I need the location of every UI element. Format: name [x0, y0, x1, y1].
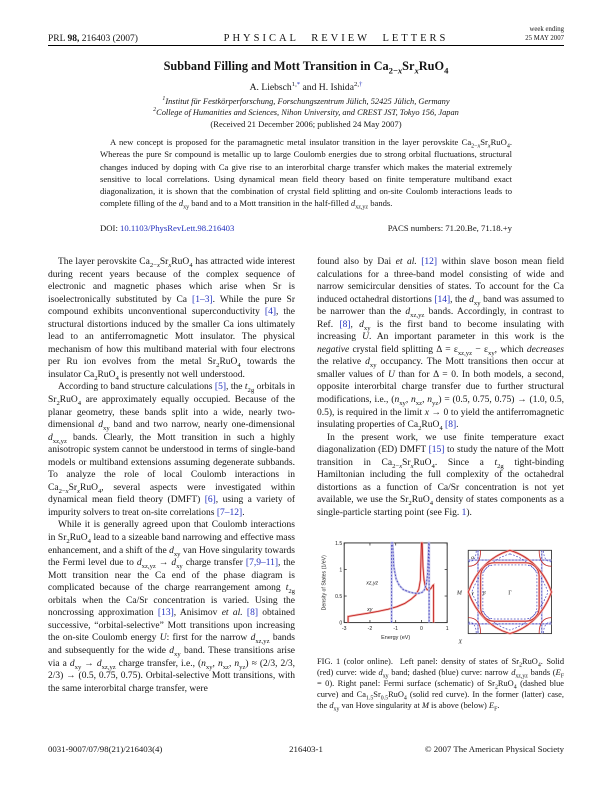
doi-link[interactable]: 10.1103/PhysRevLett.98.216403	[120, 223, 235, 233]
svg-text:0: 0	[339, 620, 343, 627]
paragraph: According to band structure calculations [5], the $t_{2g}$ orbitals in $Sr_2RuO_4$ are approximately equally occupied. Because of the planar geometry, these bands split into a wide, nearly two-dimensional $d_{xy}$ band and two narrow, nearly one-dimensional $d_{xz,yz}$ bands. Clearly, the Mott transition in such a highly anisotropic system cannot be understood in terms of single-band models or multiband extensions assuming degenerate subbands. To analyze the role of local Coulomb interactions in $Ca_{2-x}Sr_xRuO_4$, several aspects were investigated within dynamical mean field theory (DMFT) [6], using a variety of impurity solvers to treat on-site correlations [7–12].	[48, 382, 296, 518]
paragraph: While it is generally agreed upon that Coulomb interactions in $Sr_2RuO_4$ lead to a sizeable band narrowing and effective mass enhancement, and a shift of the $d_{xy}$ van Hove singularity towards the Fermi level due to $d_{xz,yz} \to d_{xy}$ charge transfer [7,9–11], the Mott transition near the Ca end of the phase diagram is complicated because of the charge rearrangement among $t_{2g}$ orbitals when the Ca/Sr concentration is varied. Using the noncrossing approximation [13], Anisimov et al. [8] obtained successive, “orbital-selective” Mott transitions upon increasing the on-site Coulomb energy U: first for the narrow $d_{xz,yz}$ bands and subsequently for the wide $d_{xy}$ band. These transitions arise via a $d_{xy} \to d_{xz,yz}$ charge transfer, i.e., ($n_{xy}$, $n_{xz}$, $n_{yz}) \approx (2/3$, 2/3, 2/3) → (0.5, 0.75, 0.75). Orbital-selective Mott transitions, with the same interorbital charge transfer, were	[48, 520, 296, 694]
journal-title: PHYSICAL REVIEW LETTERS	[223, 32, 449, 44]
fs-label-alpha: α	[471, 555, 475, 562]
paragraph: In the present work, we use finite temperature exact diagonalization (ED) DMFT [15] to study the nature of the Mott transition in $Ca_{2-x}Sr_xRuO_4$. Since a $t_{2g}$ tight-binding Hamiltonian including the full complexity of the octahedral distortions as a function of Ca/Sr concentration is not yet available, we use the $Sr_2RuO_4$ density of states components as a single-particle starting point (see Fig. 1).	[317, 432, 564, 518]
right-column	[317, 256, 564, 519]
affiliation-1: $^1$Institut für Festkörperforschung, Forschungszentrum Jülich, 52425 Jülich, Germany	[162, 96, 450, 106]
week-ending-label: week ending	[529, 26, 564, 33]
running-header	[48, 26, 564, 44]
copyright: © 2007 The American Physical Society	[424, 744, 564, 754]
footer	[48, 744, 564, 754]
article-title: Subband Filling and Mott Transition in $Ca_{2-x}Sr_xRuO_4$	[163, 59, 449, 76]
svg-text:1: 1	[445, 625, 449, 632]
curve-label-xzyz: xz,yz	[366, 580, 379, 587]
doi-pacs-line	[100, 223, 512, 233]
fs-label-x-point: X	[458, 639, 463, 646]
curve-label-xy: xy	[367, 606, 373, 613]
svg-text:1.5: 1.5	[335, 540, 343, 547]
svg-text:0: 0	[419, 625, 423, 632]
y-axis-label: Density of States (1/eV)	[321, 555, 328, 611]
density-of-states-plot	[317, 537, 453, 646]
svg-text:0.5: 0.5	[335, 593, 343, 600]
figure-caption	[317, 656, 565, 714]
fs-label-m-point: M	[456, 590, 462, 597]
paragraph: The layer perovskite $Ca_{2-x}Sr_xRuO_4$ has attracted wide interest during recent years because of the complex sequence of electronic and magnetic phases which arise when Sr is isoelectronically substituted by Ca [1–3]. While the pure Sr compound exhibits unconventional superconductivity [4], the structural distortions induced by the smaller Ca ions ultimately lead to an antiferromagnetic Mott insulator. The physical mechanism of how this multiband material with four electrons per Ru ion evolves from the metal $Sr_2RuO_4$ towards the insulator $Ca_2RuO_4$ is presently not well understood.	[48, 257, 296, 382]
svg-text:-1: -1	[393, 625, 398, 632]
figure-caption-tag: FIG. 1 (color online).	[317, 657, 393, 666]
left-column	[48, 256, 295, 695]
x-axis-label: Energy (eV)	[381, 635, 411, 642]
issn-line: 0031-9007/07/98(21)/216403(4)	[48, 744, 163, 754]
issue-date	[474, 26, 564, 44]
abstract: A new concept is proposed for the paramagnetic metal insulator transition in the layer perovskite $Ca_{2-x}Sr_xRuO_4$. Whereas the pure Sr compound is metallic up to large Coulomb energies due to strong orbital fluctuations, structural changes induced by doping with Ca give rise to an interorbital charge transfer which makes the material extremely sensitive to local correlations. Using dynamical mean field theory based on finite temperature multiband exact diagonalization, it is shown that the combination of crystal field splitting and on-site Coulomb interactions leads to complete filling of the $d_{xy}$ band and to a Mott transition in the half-filled $d_{xz,yz}$ bands.	[100, 137, 512, 212]
received-line: (Received 21 December 2006; published 24 May 2007)	[210, 119, 402, 129]
authors-line: A. Liebsch$^{1,*}$ and H. Ishida$^{2,\dagger}$	[249, 80, 363, 93]
pacs-numbers: PACS numbers: 71.20.Be, 71.18.+y	[387, 223, 512, 233]
fermi-surface-plot	[454, 545, 564, 646]
journal-reference: PRL 98, 216403 (2007)	[48, 33, 138, 44]
figure-1	[317, 537, 565, 714]
page-number: 216403-1	[289, 744, 323, 754]
header-rule	[48, 45, 564, 46]
affiliation-2: $^2$College of Humanities and Sciences, Nihon University, and CREST JST, Tokyo 156, Japan	[153, 107, 459, 117]
svg-text:-3: -3	[341, 625, 347, 632]
svg-text:-2: -2	[367, 625, 373, 632]
figure-caption-text: Left panel: density of states of $Sr_2RuO_4$. Solid (red) curve: wide $d_{xy}$ band; dashed (blue) curve: narrow $d_{xz,yz}$ bands $(E_F = 0)$. Right panel: Fermi surface (schematic) of $Sr_2RuO_4$ (dashed blue curve) and $Ca_{1.5}Sr_{0.5}RuO_4$ (solid red curve). In the former (latter) case, the $d_{xy}$ van Hove singularity at M is above (below) $E_F$.	[317, 657, 565, 714]
figure-1-panels	[317, 537, 564, 646]
fs-label-gamma-point: Γ	[508, 590, 512, 597]
doi-label: DOI:	[100, 223, 121, 233]
issue-date-value: 25 MAY 2007	[525, 34, 564, 42]
fs-label-gamma: γ	[471, 590, 474, 597]
svg-text:1: 1	[339, 567, 343, 574]
paragraph: found also by Dai et al. [12] within slave boson mean field calculations for a three-band model consisting of wide and narrow semicircular densities of states. To account for the Ca induced octahedral distortions [14], the $d_{xy}$ band was assumed to be narrower than the $d_{xz,yz}$ bands. Accordingly, in contrast to Ref. [8], $d_{xy}$ is the first band to become insulating with increasing U. An important parameter in this work is the negative crystal field splitting $\Delta = \varepsilon_{xz,yz} - \varepsilon_{xy}$, which decreases the relative $d_{xy}$ occupancy. The Mott transitions then occur at smaller values of U than for Δ = 0. In both models, a second, opposite interorbital charge transfer due to further structural modifications, i.e., ($n_{xy}$, $n_{xz}$, $n_{yz}) = (0.5$, 0.75, 0.75) → (1.0, 0.5, 0.5), is required in the limit x → 0 to yield the antiferromagnetic insulating properties of $Ca_2RuO_4$ [8].	[317, 257, 565, 432]
fs-label-beta: β	[482, 590, 486, 597]
doi	[100, 223, 234, 233]
